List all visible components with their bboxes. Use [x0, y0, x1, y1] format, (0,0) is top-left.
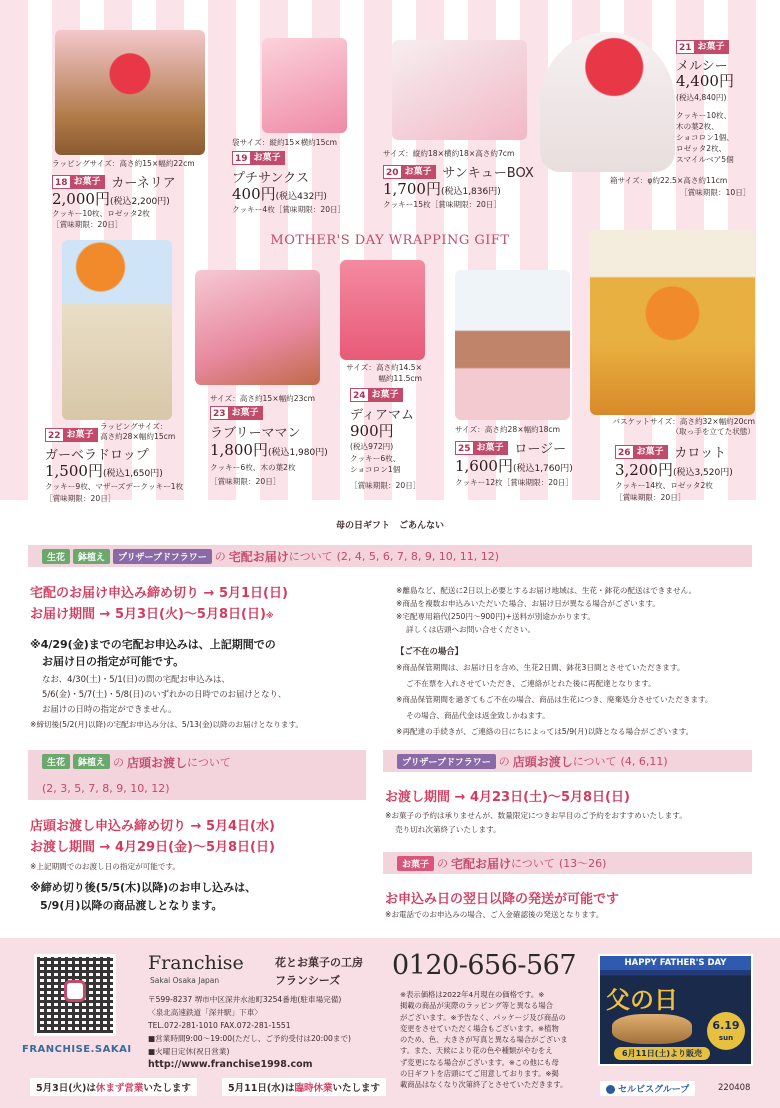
preserved-pickup-band: プリザーブドフラワー の 店頭お渡し について (4, 6,11): [383, 750, 752, 772]
okashi-delivery-line: お申込み日の翌日以降の発送が可能です: [385, 892, 620, 907]
product-21-name: メルシー: [676, 59, 728, 74]
notice-line: がございます。※予告なく、パッケージ及び商品の: [400, 1012, 566, 1022]
product-22-desc: クッキー9枚、マザーズデークッキー1枚: [45, 482, 184, 491]
instagram-icon: [64, 980, 86, 1002]
product-18-size: ラッピングサイズ：高さ約15×幅約22cm: [52, 159, 195, 168]
product-19-name: プチサンクス: [232, 171, 309, 186]
notice-line: ず変更になる場合がございます。※この他にも母: [400, 1057, 559, 1067]
business-hours: ■営業時間9:00〜19:00(ただし、ご予約受付は20:00まで): [148, 1034, 352, 1043]
footer: [0, 938, 780, 1108]
notice-line: 変更をさせていただく場合もございます。※植物: [400, 1023, 559, 1033]
product-26-name: カロット: [674, 446, 727, 461]
preserved-pickup-title: 店頭お渡し: [512, 754, 573, 769]
product-23-tax: (税込1,980円): [267, 448, 328, 458]
absent-note-5: ※再配達の手続きが、ご連絡の日にちによっては5/9(月)以降となる場合がございます。: [396, 727, 694, 736]
product-25-size: サイズ：高さ約28×幅約18cm: [455, 425, 560, 434]
okashi-delivery-numbers: (13〜26): [558, 857, 607, 870]
product-21-size: 箱サイズ：φ約22.5×高さ約11cm: [610, 176, 728, 185]
product-24-tax: (税込972円): [350, 442, 394, 451]
notice-line: す。また、天候により花の色や種類がやむをえ: [400, 1046, 553, 1056]
product-18-tag: 18 お菓子: [52, 175, 105, 189]
toll-free-number[interactable]: 0120-656-567: [392, 950, 577, 981]
product-image-25: [455, 270, 570, 420]
fathers-day-date-badge: 6.19 sun: [707, 1012, 745, 1050]
notice-line: 掲載の商品が実際のラッピング等と異なる場合: [400, 1001, 553, 1011]
product-19-tax: (税込432円): [275, 192, 327, 202]
delivery-remark-1: ※離島など、配送に2日以上必要とするお届け地域は、生花・鉢花の配送はできません。: [396, 586, 697, 595]
fathers-day-sweets-image: [612, 1014, 692, 1044]
product-19-size: 袋サイズ：縦約15×横約15cm: [232, 138, 337, 147]
delivery-band: 生花 鉢植え プリザーブドフラワー の 宅配お届け について (2, 4, 5, 6, 7, 8, 9, 10, 11, 12): [28, 545, 752, 567]
delivery-remark-3: ※宅配専用箱代(250円〜900円)+送料が別途かかります。: [396, 612, 595, 621]
fathers-day-banner[interactable]: [598, 954, 753, 1066]
delivery-period: お届け期間 → 5月3日(火)〜5月8日(日): [30, 607, 266, 622]
fathers-day-title: HAPPY FATHER'S DAY: [600, 956, 751, 970]
product-image-24: [340, 260, 425, 360]
pill-fresh: 生花: [42, 549, 70, 564]
product-19-price: 400円: [232, 185, 276, 203]
pill-preserved: プリザーブドフラワー: [113, 549, 212, 564]
store-pickup-title: 店頭お渡し: [127, 756, 188, 770]
product-image-20: [392, 40, 527, 140]
product-20-tag: 20 お菓子: [383, 165, 436, 179]
delivery-title: 宅配お届け: [228, 549, 289, 564]
product-25-desc: クッキー12枚［賞味期限：20日］: [455, 478, 574, 487]
product-25-tax: (税込1,760円): [512, 464, 573, 474]
product-26-desc: クッキー14枚、ロゼッタ2枚: [615, 481, 713, 490]
pill-preserved: プリザーブドフラワー: [397, 754, 496, 769]
notice-line: の日ギフトを店頭にてご用意しております。※掲: [400, 1069, 559, 1079]
product-21-expiry: ［賞味期限：10日］: [680, 188, 751, 197]
group-logo-icon: [606, 1085, 615, 1094]
absent-heading: 【ご不在の場合】: [396, 646, 463, 656]
product-24-desc-line: ショコロン1個: [350, 465, 401, 474]
product-19-desc: クッキー4枚［賞味期限：20日］: [232, 205, 346, 214]
store-pickup-period: お渡し期間 → 4月29日(金)〜5月8日(日): [30, 840, 275, 855]
product-21-desc-line: ショコロン1個、: [676, 133, 734, 142]
product-18-tax: (税込2,200円): [109, 197, 170, 207]
store-pickup-bold-1: ※締め切り後(5/5(木)以降)のお申し込みは、: [30, 881, 257, 894]
preserved-pickup-period: お渡し期間 → 4月23日(土)〜5月8日(日): [385, 790, 630, 805]
product-25-name: ロージー: [514, 442, 567, 457]
closed-notice: 5月11日(水)は臨時休業いたします: [222, 1078, 386, 1096]
okashi-delivery-band: お菓子 の 宅配お届け について (13〜26): [383, 852, 752, 874]
store-pickup-note: ※上記期間でのお渡し日の指定が可能です。: [30, 862, 181, 871]
delivery-note-3: お届けの日時の指定ができません。: [42, 704, 177, 714]
product-21-desc-line: クッキー10枚、: [676, 111, 732, 120]
product-20-name: サンキューBOX: [442, 166, 534, 181]
notice-line: のため、色、大きさが写真と異なる場合がございま: [400, 1035, 568, 1045]
brand-subtitle: Sakai Osaka Japan: [150, 976, 220, 985]
product-26-tag: 26 お菓子: [615, 445, 668, 459]
absent-note-1: ※商品保管期間は、お届け日を含め、生花2日間、鉢花3日間とさせていただきます。: [396, 663, 685, 672]
product-image-18: [55, 30, 205, 155]
pill-pot: 鉢植え: [73, 754, 110, 769]
group-logo: セルビスグループ: [600, 1081, 695, 1096]
delivery-bold-2: お届け日の指定が可能です。: [42, 655, 185, 668]
product-20-tax: (税込1,836円): [440, 187, 501, 197]
product-image-21: [540, 32, 675, 172]
product-24-expiry: ［賞味期限：20日］: [350, 481, 421, 490]
product-22-name: ガーベラドロップ: [45, 448, 149, 463]
preserved-pickup-numbers: (4, 6,11): [620, 754, 668, 768]
delivery-remark-2: ※商品を複数お申込みいただいた場合、お届け日が異なる場合がございます。: [396, 599, 660, 608]
address-1: 〒599-8237 堺市中区深井水池町3254番地(駐車場完備): [148, 995, 342, 1004]
product-18-desc: クッキー10枚、ロゼッタ2枚: [52, 209, 150, 218]
qr-label: FRANCHISE.SAKAI: [22, 1044, 132, 1055]
absent-note-3: ※商品保管期間を過ぎてもご不在の場合、商品は生花につき、廃棄処分させていただきます。: [396, 695, 713, 704]
product-24-price: 900円: [350, 422, 394, 440]
store-pickup-numbers: (2, 3, 5, 7, 8, 9, 10, 12): [42, 781, 170, 795]
product-22-tax: (税込1,650円): [102, 469, 163, 479]
notice-line: ※表示価格は2022年4月現在の価格です。※: [400, 990, 545, 999]
pill-pot: 鉢植え: [73, 549, 110, 564]
product-21-desc-line: スマイルベア5個: [676, 155, 734, 164]
print-code: 220408: [718, 1083, 751, 1093]
product-22-size: ラッピングサイズ： 高さ約28×幅約15cm: [100, 422, 176, 441]
product-21-desc-line: 木の葉2枚、: [676, 122, 719, 131]
delivery-note-4: ※締切後(5/2(月)以降)の宅配お申込み分は、5/13(金)以降のお届けとなります。: [30, 720, 304, 729]
preserved-pickup-note-1: ※お菓子の予約は承りませんが、数量限定につきお早目のご予約をおすすめいたします。: [385, 811, 687, 820]
delivery-remark-4: 詳しくは店頭へお問い合せください。: [406, 625, 536, 634]
product-18-price: 2,000円: [52, 190, 110, 208]
product-image-23: [195, 270, 320, 385]
absent-note-4: その場合、商品代金は返金致しかねます。: [406, 711, 550, 720]
product-24-size: サイズ：高さ約14.5× 幅約11.5cm: [346, 363, 422, 383]
brand-logo: Franchise: [148, 952, 244, 974]
store-pickup-band: 生花 鉢植え の 店頭お渡し について (2, 3, 5, 7, 8, 9, 10, 12): [28, 750, 366, 800]
store-pickup-deadline: 店頭お渡し申込み締め切り → 5月4日(水): [30, 819, 275, 834]
fathers-day-start: 6月11日(土)より販売: [614, 1047, 710, 1060]
product-26-size: バスケットサイズ：高さ約32×幅約20cm （取っ手を立てた状態）: [612, 417, 755, 436]
product-23-price: 1,800円: [210, 441, 268, 459]
product-26-tax: (税込3,520円): [672, 468, 733, 478]
product-20-price: 1,700円: [383, 180, 441, 198]
product-image-22: [62, 240, 172, 420]
product-24-name: ディアマム: [350, 408, 414, 423]
product-image-19: [262, 38, 347, 133]
address-2: 〈泉北高速鉄道「深井駅」下車〉: [148, 1008, 262, 1017]
product-23-desc: クッキー6枚、木の葉2枚: [210, 463, 296, 472]
catch-1: 花とお菓子の工房: [275, 956, 363, 969]
preserved-pickup-note-2: 売り切れ次第終了いたします。: [395, 825, 501, 834]
delivery-deadline: 宅配のお届け申込み締め切り → 5月1日(日): [30, 586, 288, 601]
product-22-expiry: ［賞味期限：20日］: [45, 494, 116, 503]
product-21-tag: 21 お菓子: [676, 40, 729, 54]
product-21-tax: (税込4,840円): [676, 93, 727, 102]
store-pickup-bold-2: 5/9(月)以降の商品渡しとなります。: [40, 899, 223, 912]
delivery-note-2: 5/6(金)・5/7(土)・5/8(日)のいずれかの日時でのお届けとなり、: [42, 689, 287, 699]
tel-fax: TEL.072-281-1010 FAX.072-281-1551: [148, 1021, 291, 1030]
delivery-numbers: (2, 4, 5, 6, 7, 8, 9, 10, 11, 12): [336, 549, 500, 563]
okashi-delivery-title: 宅配お届け: [451, 856, 512, 871]
product-19-tag: 19 お菓子: [232, 151, 285, 165]
product-22-price: 1,500円: [45, 462, 103, 480]
product-image-26: [590, 230, 755, 415]
product-23-size: サイズ：高さ約15×幅約23cm: [210, 394, 315, 403]
product-26-price: 3,200円: [615, 461, 673, 479]
okashi-delivery-note: ※お電話でのお申込みの場合、ご入金確認後の発送となります。: [385, 910, 604, 919]
catch-2: フランシーズ: [275, 974, 341, 987]
product-18-name: カーネリア: [111, 176, 176, 191]
pill-fresh: 生花: [42, 754, 70, 769]
delivery-bold-1: ※4/29(金)までの宅配お申込みは、上記期間での: [30, 638, 276, 651]
product-24-tag: 24 お菓子: [350, 388, 403, 402]
notice-line: 載商品はなくなり次第終了とさせていただきます。: [400, 1080, 568, 1090]
open-notice: 5月3日(火)は休まず営業いたします: [30, 1078, 197, 1096]
absent-note-2: ご不在票を入れさせていただき、ご連絡がとれた後に再配達となります。: [406, 679, 656, 688]
product-20-size: サイズ：縦約18×横約18×高さ約7cm: [383, 149, 515, 158]
fathers-day-main: 父の日: [606, 985, 678, 1014]
product-23-name: ラブリーママン: [210, 426, 301, 441]
pill-okashi: お菓子: [397, 856, 434, 871]
product-24-desc-line: クッキー6枚、: [350, 454, 401, 463]
product-18-expiry: ［賞味期限：20日］: [52, 220, 123, 229]
product-23-tag: 23 お菓子: [210, 406, 263, 420]
product-25-tag: 25 お菓子: [455, 441, 508, 455]
product-23-expiry: ［賞味期限：20日］: [210, 477, 281, 486]
closed-day: ■火曜日定休(祝日営業): [148, 1047, 230, 1056]
product-21-price: 4,400円: [676, 72, 734, 90]
guide-title: 母の日ギフト ごあんない: [335, 521, 444, 531]
website-link[interactable]: http://www.franchise1998.com: [148, 1059, 313, 1070]
product-21-desc-line: ロゼッタ2枚、: [676, 144, 727, 153]
wrapping-gift-heading: MOTHER'S DAY WRAPPING GIFT: [270, 233, 510, 248]
product-25-price: 1,600円: [455, 457, 513, 475]
delivery-note-1: なお、4/30(土)・5/1(日)の間の宅配お申込みは、: [42, 674, 230, 684]
product-26-expiry: ［賞味期限：20日］: [615, 493, 686, 502]
product-22-tag: 22 お菓子: [45, 428, 98, 442]
product-20-desc: クッキー15枚［賞味期限：20日］: [383, 200, 502, 209]
